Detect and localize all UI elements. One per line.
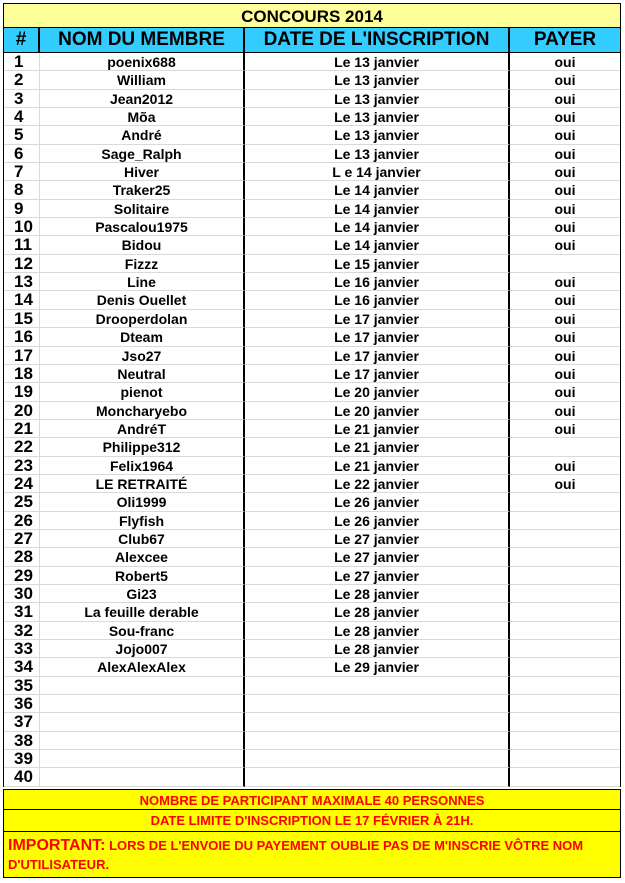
row-number: 14 — [4, 291, 40, 309]
row-number: 35 — [4, 677, 40, 695]
paid-status — [510, 567, 620, 585]
table-row — [4, 218, 620, 236]
registration-date — [245, 695, 510, 713]
paid-status — [510, 658, 620, 676]
member-name: Jso27 — [40, 347, 245, 365]
row-number: 17 — [4, 347, 40, 365]
table-row — [4, 53, 620, 71]
registration-date: Le 28 janvier — [245, 585, 510, 603]
member-name — [40, 750, 245, 768]
table-row — [4, 291, 620, 309]
member-name: La feuille derable — [40, 603, 245, 621]
row-number: 37 — [4, 713, 40, 731]
member-name — [40, 695, 245, 713]
table-row — [4, 512, 620, 530]
row-number: 11 — [4, 236, 40, 254]
row-number: 8 — [4, 181, 40, 199]
member-name: Jojo007 — [40, 640, 245, 658]
header-paid: PAYER — [533, 29, 597, 50]
table-row — [4, 365, 620, 383]
member-name — [40, 677, 245, 695]
important-label: IMPORTANT: — [8, 836, 106, 854]
member-name: Mõa — [40, 108, 245, 126]
member-name: Line — [40, 273, 245, 291]
paid-status: oui — [510, 218, 620, 236]
paid-status — [510, 548, 620, 566]
registration-date: Le 13 janvier — [245, 145, 510, 163]
table-row — [4, 420, 620, 438]
row-number: 30 — [4, 585, 40, 603]
registration-date: Le 16 janvier — [245, 273, 510, 291]
member-name: Felix1964 — [40, 457, 245, 475]
paid-status — [510, 732, 620, 750]
registration-date: Le 14 janvier — [245, 181, 510, 199]
registration-date: Le 15 janvier — [245, 255, 510, 273]
row-number: 15 — [4, 310, 40, 328]
table-row — [4, 603, 620, 621]
row-number: 33 — [4, 640, 40, 658]
row-number: 16 — [4, 328, 40, 346]
table-row — [4, 236, 620, 254]
table-row — [4, 438, 620, 456]
paid-status — [510, 713, 620, 731]
registration-date: Le 21 janvier — [245, 438, 510, 456]
header-num: # — [4, 28, 40, 52]
table-row — [4, 90, 620, 108]
paid-status: oui — [510, 145, 620, 163]
paid-status: oui — [510, 291, 620, 309]
table-row — [4, 163, 620, 181]
table-row — [4, 145, 620, 163]
row-number: 34 — [4, 658, 40, 676]
registration-date: Le 29 janvier — [245, 658, 510, 676]
max-participants-note: NOMBRE DE PARTICIPANT MAXIMALE 40 PERSONNES — [3, 789, 621, 810]
table-row — [4, 457, 620, 475]
paid-status — [510, 622, 620, 640]
member-name — [40, 713, 245, 731]
member-name: Hiver — [40, 163, 245, 181]
registration-date — [245, 713, 510, 731]
table-row — [4, 310, 620, 328]
row-number: 32 — [4, 622, 40, 640]
paid-status: oui — [510, 402, 620, 420]
table-row — [4, 255, 620, 273]
paid-status — [510, 640, 620, 658]
table-row — [4, 548, 620, 566]
registration-date — [245, 750, 510, 768]
paid-status: oui — [510, 383, 620, 401]
row-number: 29 — [4, 567, 40, 585]
deadline-note: DATE LIMITE D'INSCRIPTION LE 17 FÉVRIER À 21H. — [3, 810, 621, 832]
registration-date: Le 13 janvier — [245, 108, 510, 126]
header-row — [3, 28, 621, 53]
table-row — [4, 658, 620, 676]
row-number: 31 — [4, 603, 40, 621]
row-number: 7 — [4, 163, 40, 181]
member-name: Moncharyebo — [40, 402, 245, 420]
registration-date: Le 26 janvier — [245, 493, 510, 511]
member-name: poenix688 — [40, 53, 245, 71]
table-row — [4, 640, 620, 658]
row-number: 24 — [4, 475, 40, 493]
member-name: Denis Ouellet — [40, 291, 245, 309]
paid-status — [510, 603, 620, 621]
row-number: 21 — [4, 420, 40, 438]
sheet-title: CONCOURS 2014 — [3, 3, 621, 28]
paid-status: oui — [510, 273, 620, 291]
registration-date: Le 22 janvier — [245, 475, 510, 493]
member-name — [40, 768, 245, 786]
registration-date: Le 13 janvier — [245, 53, 510, 71]
member-name: Sou-franc — [40, 622, 245, 640]
table-row — [4, 181, 620, 199]
table-row — [4, 347, 620, 365]
registration-date — [245, 768, 510, 786]
header-date: DATE DE L'INSCRIPTION — [245, 28, 510, 52]
table-row — [4, 402, 620, 420]
table-row — [4, 567, 620, 585]
member-name: Flyfish — [40, 512, 245, 530]
member-name: Club67 — [40, 530, 245, 548]
registration-date: Le 16 janvier — [245, 291, 510, 309]
paid-status: oui — [510, 181, 620, 199]
member-name: Dteam — [40, 328, 245, 346]
row-number: 40 — [4, 768, 40, 786]
registration-date: Le 20 janvier — [245, 383, 510, 401]
paid-status: oui — [510, 365, 620, 383]
member-name: Traker25 — [40, 181, 245, 199]
table-row — [4, 695, 620, 713]
registration-date: Le 26 janvier — [245, 512, 510, 530]
member-name: AlexAlexAlex — [40, 658, 245, 676]
row-number: 12 — [4, 255, 40, 273]
table-row — [4, 71, 620, 89]
member-name: AndréT — [40, 420, 245, 438]
table-row — [4, 622, 620, 640]
paid-status — [510, 255, 620, 273]
paid-status: oui — [510, 163, 620, 181]
member-name: Drooperdolan — [40, 310, 245, 328]
member-table — [3, 53, 621, 787]
paid-status: oui — [510, 90, 620, 108]
row-number: 39 — [4, 750, 40, 768]
member-name — [40, 732, 245, 750]
row-number: 5 — [4, 126, 40, 144]
registration-date — [245, 677, 510, 695]
registration-date: Le 13 janvier — [245, 126, 510, 144]
row-number: 6 — [4, 145, 40, 163]
header-member: NOM DU MEMBRE — [40, 28, 245, 52]
row-number: 38 — [4, 732, 40, 750]
row-number: 13 — [4, 273, 40, 291]
row-number: 23 — [4, 457, 40, 475]
row-number: 2 — [4, 71, 40, 89]
paid-status: oui — [510, 53, 620, 71]
registration-date: Le 17 janvier — [245, 365, 510, 383]
row-number: 9 — [4, 200, 40, 218]
table-row — [4, 200, 620, 218]
paid-status — [510, 512, 620, 530]
row-number: 26 — [4, 512, 40, 530]
paid-status — [510, 768, 620, 786]
row-number: 10 — [4, 218, 40, 236]
table-row — [4, 328, 620, 346]
paid-status: oui — [510, 420, 620, 438]
member-name: Neutral — [40, 365, 245, 383]
registration-date: Le 17 janvier — [245, 310, 510, 328]
table-row — [4, 383, 620, 401]
member-name: Robert5 — [40, 567, 245, 585]
paid-status: oui — [510, 457, 620, 475]
paid-status: oui — [510, 475, 620, 493]
row-number: 36 — [4, 695, 40, 713]
paid-status — [510, 493, 620, 511]
row-number: 20 — [4, 402, 40, 420]
registration-date: Le 20 janvier — [245, 402, 510, 420]
registration-date: Le 28 janvier — [245, 640, 510, 658]
paid-status — [510, 677, 620, 695]
row-number: 27 — [4, 530, 40, 548]
table-row — [4, 713, 620, 731]
registration-date: Le 27 janvier — [245, 567, 510, 585]
table-row — [4, 126, 620, 144]
member-name: William — [40, 71, 245, 89]
row-number: 28 — [4, 548, 40, 566]
registration-date: Le 14 janvier — [245, 200, 510, 218]
table-row — [4, 585, 620, 603]
member-name: Bidou — [40, 236, 245, 254]
row-number: 4 — [4, 108, 40, 126]
paid-status — [510, 438, 620, 456]
table-row — [4, 750, 620, 768]
row-number: 22 — [4, 438, 40, 456]
registration-date: Le 27 janvier — [245, 530, 510, 548]
registration-date: Le 28 janvier — [245, 603, 510, 621]
table-row — [4, 273, 620, 291]
table-row — [4, 530, 620, 548]
registration-date: Le 21 janvier — [245, 420, 510, 438]
important-note — [3, 832, 621, 878]
paid-status — [510, 585, 620, 603]
member-name: Alexcee — [40, 548, 245, 566]
row-number: 1 — [4, 53, 40, 71]
row-number: 3 — [4, 90, 40, 108]
member-name: Philippe312 — [40, 438, 245, 456]
table-row — [4, 475, 620, 493]
member-name: André — [40, 126, 245, 144]
member-name: Jean2012 — [40, 90, 245, 108]
registration-date — [245, 732, 510, 750]
member-name: Solitaire — [40, 200, 245, 218]
paid-status — [510, 530, 620, 548]
registration-date: Le 13 janvier — [245, 71, 510, 89]
paid-status: oui — [510, 71, 620, 89]
registration-date: Le 21 janvier — [245, 457, 510, 475]
member-name: LE RETRAITÉ — [40, 475, 245, 493]
member-name: Fizzz — [40, 255, 245, 273]
member-name: Pascalou1975 — [40, 218, 245, 236]
paid-status: oui — [510, 347, 620, 365]
member-name: Gi23 — [40, 585, 245, 603]
table-row — [4, 768, 620, 786]
registration-sheet — [3, 3, 621, 878]
registration-date: Le 27 janvier — [245, 548, 510, 566]
registration-date: L e 14 janvier — [245, 163, 510, 181]
paid-status — [510, 695, 620, 713]
row-number: 19 — [4, 383, 40, 401]
paid-status: oui — [510, 310, 620, 328]
table-row — [4, 493, 620, 511]
paid-status: oui — [510, 200, 620, 218]
registration-date: Le 17 janvier — [245, 347, 510, 365]
registration-date: Le 14 janvier — [245, 218, 510, 236]
row-number: 18 — [4, 365, 40, 383]
registration-date: Le 17 janvier — [245, 328, 510, 346]
member-name: Sage_Ralph — [40, 145, 245, 163]
paid-status: oui — [510, 236, 620, 254]
member-name: Oli1999 — [40, 493, 245, 511]
table-row — [4, 677, 620, 695]
paid-status: oui — [510, 126, 620, 144]
table-row — [4, 108, 620, 126]
member-name: pienot — [40, 383, 245, 401]
registration-date: Le 14 janvier — [245, 236, 510, 254]
registration-date: Le 28 janvier — [245, 622, 510, 640]
paid-status — [510, 750, 620, 768]
row-number: 25 — [4, 493, 40, 511]
important-text: LORS DE L'ENVOIE DU PAYEMENT OUBLIE PAS DE M'INSCRIE VÔTRE NOM D'UTILISATEUR. — [8, 837, 584, 872]
paid-status: oui — [510, 328, 620, 346]
paid-status: oui — [510, 108, 620, 126]
table-row — [4, 732, 620, 750]
registration-date: Le 13 janvier — [245, 90, 510, 108]
